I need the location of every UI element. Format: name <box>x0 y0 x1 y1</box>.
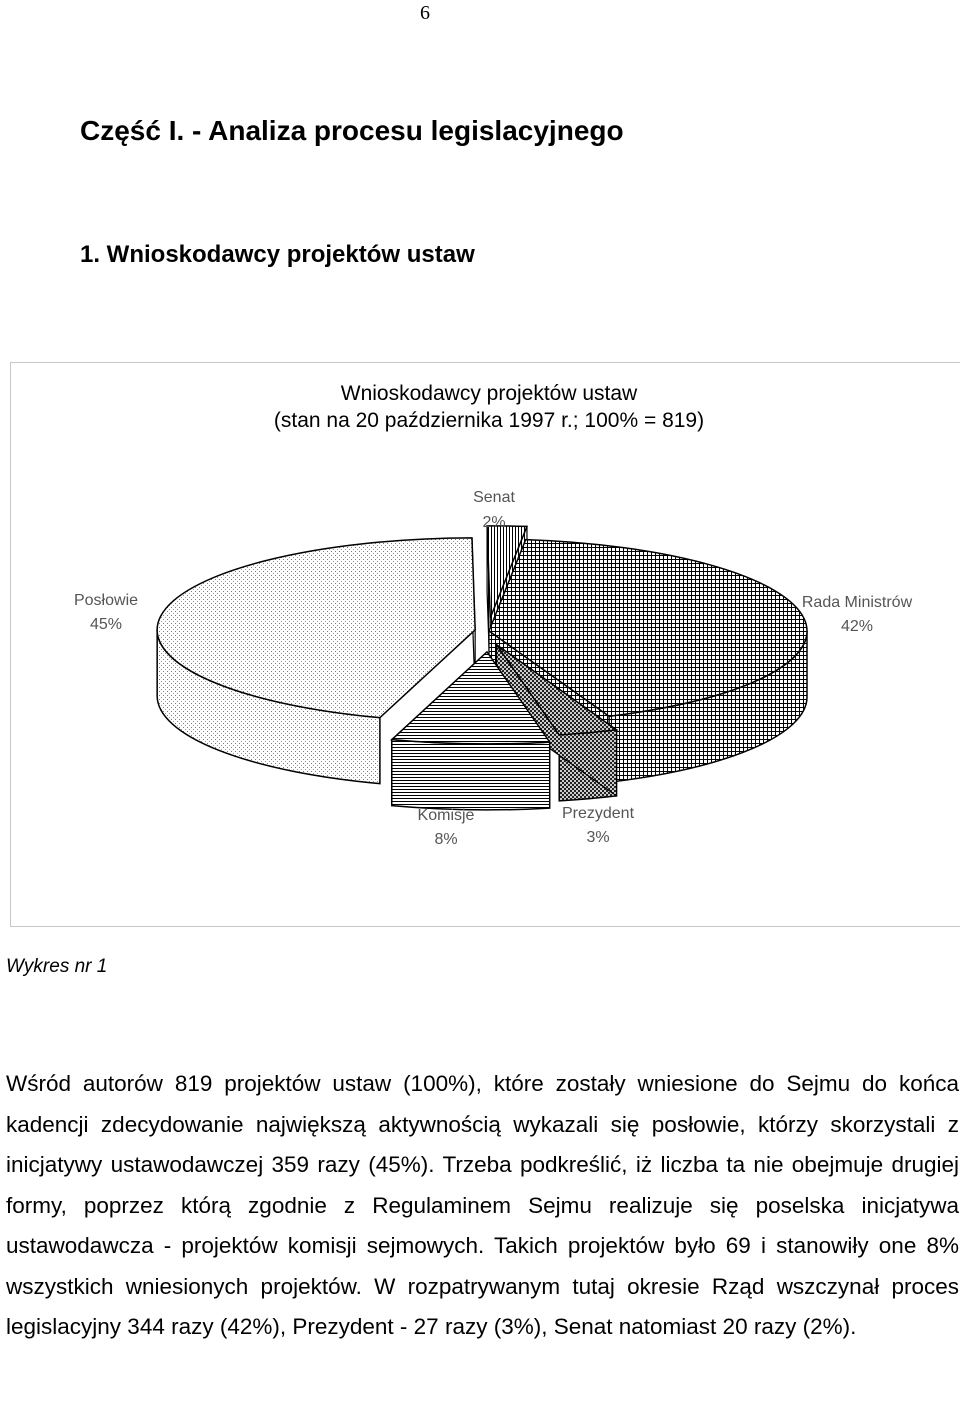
body-paragraph: Wśród autorów 819 projektów ustaw (100%), które zostały wniesione do Sejmu do końca kadencji zdecydowanie największą aktywnością wykazali się posłowie, którzy skorzystali z inicjatywy ustawodawczej 359 razy (45%). Trzeba podkreślić, iż liczba ta nie obejmuje drugiej formy, poprzez którą zgodnie z Regulaminem Sejmu realizuje się poselska inicjatywa ustawodawcza - projektów komisji sejmowych. Takich projektów było 69 i stanowiły one 8% wszystkich wniesionych projektów. W rozpatrywanym tutaj okresie Rząd wszczynał proces legislacyjny 344 razy (42%), Prezydent - 27 razy (3%), Senat natomiast 20 razy (2%). <box>6 1071 959 1339</box>
label-senat-name: Senat <box>473 489 515 506</box>
label-kom-name: Komisje <box>417 807 475 824</box>
page-number: 6 <box>420 2 430 24</box>
chart-caption: Wykres nr 1 <box>6 956 108 977</box>
pie-chart <box>11 363 960 926</box>
label-rm-name: Rada Ministrów <box>801 594 913 611</box>
label-posl-value: 45% <box>89 616 123 633</box>
chart-frame <box>10 362 960 927</box>
label-prez-name: Prezydent <box>561 805 635 822</box>
pie-slices <box>157 526 807 810</box>
label-prez-value: 3% <box>586 829 610 846</box>
label-rm-value: 42% <box>840 618 874 635</box>
chart-subtitle: (stan na 20 października 1997 r.; 100% = 819) <box>273 409 705 432</box>
label-posl-name: Posłowie <box>73 592 139 609</box>
label-kom-value: 8% <box>434 831 458 848</box>
label-senat-value: 2% <box>482 514 506 531</box>
part-heading: Część I. - Analiza procesu legislacyjnego <box>80 115 624 146</box>
section-heading: 1. Wnioskodawcy projektów ustaw <box>80 241 475 268</box>
chart-title: Wnioskodawcy projektów ustaw <box>340 382 638 405</box>
slice-side-komisje <box>392 740 550 810</box>
